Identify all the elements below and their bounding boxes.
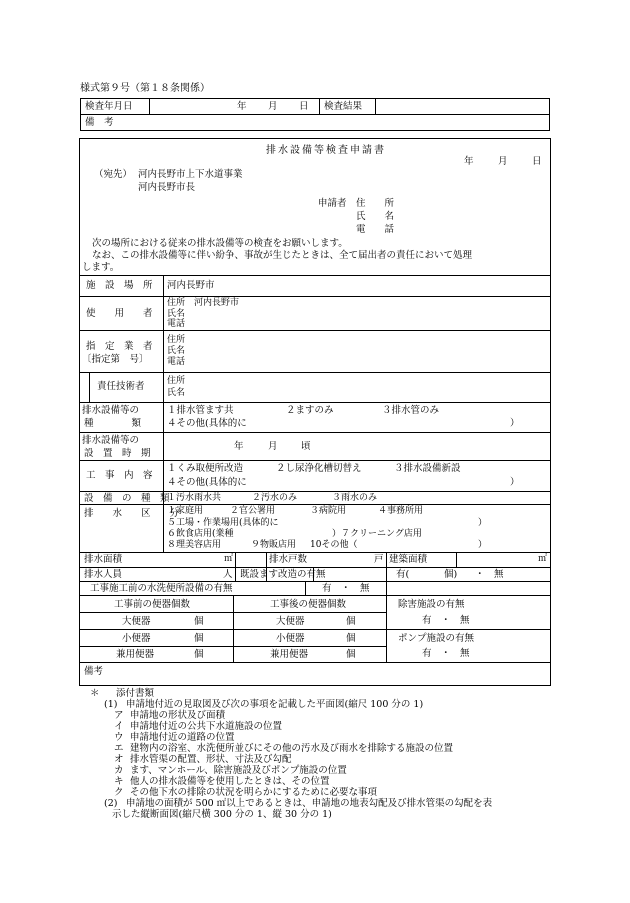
notes-sub-a: 申請地の形状及び面積 bbox=[130, 710, 226, 721]
category-factory-close: ） bbox=[478, 518, 488, 528]
notes-sub-ku: その他下水の排除の状況を明らかにするために必要な事項 bbox=[130, 787, 378, 798]
engineer-label: 責任技術者 bbox=[97, 381, 145, 392]
category-household: １家庭用 bbox=[167, 506, 204, 516]
applicant-phone-label: 電 話 bbox=[356, 224, 395, 235]
notes-sub-a-letter: ア bbox=[114, 710, 124, 721]
notes-sub-ki: 他人の排水設備等を使用したときは、その位置 bbox=[130, 776, 330, 787]
remarks-label: 備考 bbox=[84, 666, 104, 677]
application-date-day: 日 bbox=[532, 156, 542, 167]
notes-item1: 申請地付近の見取図及び次の事項を記載した平面図(縮尺 100 分の 1) bbox=[126, 699, 424, 710]
liability-text-2: します。 bbox=[82, 262, 120, 273]
inspection-date-label: 検査年月日 bbox=[85, 101, 133, 112]
contractor-phone: 電話 bbox=[167, 357, 186, 367]
contractor-address: 住所 bbox=[167, 335, 186, 345]
category-government: ２官公署用 bbox=[230, 506, 276, 516]
equipment-option-3: ３雨水のみ bbox=[332, 493, 378, 503]
application-form bbox=[79, 138, 551, 686]
category-other-close: ） bbox=[478, 540, 488, 550]
category-cleaning: ）７クリーニング店用 bbox=[332, 529, 422, 539]
drain-type-label-2: 種 類 bbox=[84, 418, 142, 429]
applicant-label: 申請者 bbox=[318, 198, 347, 209]
equipment-option-1: １汚水雨水共 bbox=[167, 493, 222, 503]
before-small-fixture: 小便器 bbox=[122, 633, 151, 644]
notes-sub-u-letter: ウ bbox=[114, 732, 124, 743]
install-time-month: 月 bbox=[268, 441, 278, 452]
drainage-category-label: 排 水 区 分 bbox=[84, 508, 180, 519]
fixtures-after-label: 工事後の便器個数 bbox=[270, 599, 347, 610]
notes-sub-o-letter: オ bbox=[114, 754, 124, 765]
before-large-unit: 個 bbox=[194, 616, 204, 627]
existing-inlet-none: ・ 無 bbox=[475, 569, 504, 580]
work-content-label: 工 事 内 容 bbox=[86, 470, 153, 481]
install-time-approx: 頃 bbox=[301, 441, 311, 452]
drain-type-close-paren: ） bbox=[510, 418, 520, 429]
existing-inlet-label: 既設ます改造の有無 bbox=[240, 569, 326, 580]
pump-label: ポンプ施設の有無 bbox=[398, 633, 475, 644]
toilet-before-value: 有 ・ 無 bbox=[322, 583, 370, 594]
drain-households-unit: 戸 bbox=[374, 554, 384, 565]
equipment-type-label: 設 備 の 種 類 bbox=[84, 493, 170, 504]
notes-item2-number: (2) bbox=[104, 798, 118, 809]
after-large-fixture: 大便器 bbox=[276, 616, 305, 627]
after-small-fixture: 小便器 bbox=[276, 633, 305, 644]
drain-type-option-4: ４その他(具体的に bbox=[167, 418, 247, 429]
application-date-year: 年 bbox=[464, 156, 474, 167]
inspection-date-month: 月 bbox=[268, 101, 278, 112]
work-option-2: ２し尿浄化槽切替え bbox=[276, 463, 362, 474]
notes-sub-i: 申請地付近の公共下水道施設の位置 bbox=[130, 721, 283, 732]
category-retail: ９物販店用 bbox=[251, 540, 297, 550]
notes-sub-e-letter: エ bbox=[114, 743, 124, 754]
install-time-year: 年 bbox=[234, 441, 244, 452]
interceptor-label: 除害施設の有無 bbox=[398, 599, 465, 610]
drain-area-unit: ㎡ bbox=[224, 554, 234, 564]
contractor-label: 指 定 業 者 bbox=[86, 341, 153, 352]
request-text: 次の場所における従来の排水設備等の検査をお願いします。 bbox=[92, 238, 348, 249]
drain-households-label: 排水戸数 bbox=[269, 554, 308, 565]
category-other: 10その他（ bbox=[310, 540, 358, 550]
header-remarks-label: 備 考 bbox=[85, 117, 114, 128]
work-option-4: ４その他(具体的に bbox=[167, 477, 247, 488]
facility-location-label: 施 設 場 所 bbox=[86, 280, 153, 291]
applicant-name-label: 氏 名 bbox=[356, 211, 395, 222]
interceptor-value: 有 ・ 無 bbox=[422, 615, 470, 626]
existing-inlet-unit: 個) bbox=[444, 569, 458, 580]
notes-header: 添付書類 bbox=[116, 688, 155, 699]
after-dual-fixture: 兼用便器 bbox=[270, 649, 309, 660]
after-small-unit: 個 bbox=[346, 633, 356, 644]
notes-star: ＊ bbox=[90, 688, 100, 699]
before-small-unit: 個 bbox=[194, 633, 204, 644]
category-restaurant: ６飲食店用(業種 bbox=[167, 529, 234, 539]
user-name: 氏名 bbox=[167, 309, 186, 319]
fixtures-before-label: 工事前の便器個数 bbox=[114, 599, 191, 610]
work-close-paren: ） bbox=[510, 477, 520, 488]
inspection-result-label: 検査結果 bbox=[324, 101, 363, 112]
notes-sub-ki-letter: キ bbox=[114, 776, 124, 787]
inspection-date-day: 日 bbox=[299, 101, 309, 112]
building-area-label: 建築面積 bbox=[389, 554, 428, 565]
notes-sub-o: 排水管渠の配置、形状、寸法及び勾配 bbox=[130, 754, 292, 765]
toilet-before-label: 工事施工前の水洗便所設備の有無 bbox=[90, 583, 233, 594]
drain-area-label: 排水面積 bbox=[84, 554, 123, 565]
install-time-label-2: 設 置 時 期 bbox=[84, 448, 151, 459]
user-phone: 電話 bbox=[167, 319, 186, 329]
drain-type-option-2: ２ますのみ bbox=[286, 405, 334, 416]
form-number: 様式第９号（第１８条関係） bbox=[80, 83, 210, 94]
applicant-address-label: 住 所 bbox=[356, 198, 395, 209]
equipment-option-2: ２汚水のみ bbox=[252, 493, 298, 503]
notes-item1-number: (1) bbox=[104, 699, 118, 710]
engineer-name: 氏名 bbox=[167, 388, 186, 398]
inspection-date-year: 年 bbox=[237, 101, 247, 112]
addressee-line-2: 河内長野市長 bbox=[138, 182, 196, 193]
install-time-label-1: 排水設備等の bbox=[82, 435, 140, 446]
work-option-1: １くみ取便所改造 bbox=[167, 463, 244, 474]
before-dual-fixture: 兼用便器 bbox=[116, 649, 155, 660]
pump-value: 有 ・ 無 bbox=[422, 648, 470, 659]
liability-text-1: なお、この排水設備等に伴い紛争、事故が生じたときは、全て届出者の責任において処理 bbox=[92, 250, 473, 261]
drain-persons-label: 排水人員 bbox=[84, 569, 123, 580]
category-factory: ５工場・作業場用(具体的に bbox=[167, 518, 279, 528]
user-address: 住所 河内長野市 bbox=[167, 298, 240, 308]
application-date-month: 月 bbox=[498, 156, 508, 167]
notes-item2-line-1: 申請地の面積が 500 ㎡以上であるときは、申請地の地表勾配及び排水管渠の勾配を表 bbox=[126, 798, 493, 809]
contractor-number-label: 〔指定第 号〕 bbox=[82, 354, 149, 365]
attachment-notes bbox=[90, 688, 550, 823]
notes-sub-i-letter: イ bbox=[114, 721, 124, 732]
application-title: 排水設備等検査申請書 bbox=[266, 145, 386, 156]
after-dual-unit: 個 bbox=[346, 649, 356, 660]
contractor-name: 氏名 bbox=[167, 346, 186, 356]
drain-type-option-3: ３排水管のみ bbox=[382, 405, 440, 416]
building-area-unit: ㎡ bbox=[538, 554, 548, 564]
before-large-fixture: 大便器 bbox=[122, 616, 151, 627]
work-option-3: ３排水設備新設 bbox=[394, 463, 461, 474]
category-salon: ８理美容店用 bbox=[167, 540, 222, 550]
engineer-address: 住所 bbox=[167, 376, 186, 386]
after-large-unit: 個 bbox=[346, 616, 356, 627]
notes-sub-e: 建物内の浴室、水洗便所並びにその他の汚水及び雨水を排除する施設の位置 bbox=[130, 743, 454, 754]
drain-persons-unit: 人 bbox=[223, 569, 233, 580]
addressee-prefix: （宛先） bbox=[94, 169, 133, 180]
notes-sub-ku-letter: ク bbox=[114, 787, 124, 798]
inspection-header-table bbox=[80, 98, 550, 131]
drain-type-label-1: 排水設備等の bbox=[82, 405, 140, 416]
user-label: 使 用 者 bbox=[86, 308, 153, 319]
addressee-line-1: 河内長野市上下水道事業 bbox=[138, 169, 243, 180]
notes-sub-ka: ます、マンホール、除害施設及びポンプ施設の位置 bbox=[130, 765, 347, 776]
notes-item2-line-2: 示した縦断面図(縮尺横 300 分の 1、縦 30 分の 1) bbox=[112, 809, 332, 820]
facility-location-value: 河内長野市 bbox=[167, 280, 215, 291]
drain-type-option-1: １排水管ます共 bbox=[167, 405, 234, 416]
notes-sub-ka-letter: カ bbox=[114, 765, 124, 776]
category-hospital: ３病院用 bbox=[310, 506, 347, 516]
before-dual-unit: 個 bbox=[194, 649, 204, 660]
notes-sub-u: 申請地付近の道路の位置 bbox=[130, 732, 235, 743]
category-office: ４事務所用 bbox=[378, 506, 424, 516]
existing-inlet-yes: 有( bbox=[396, 569, 410, 580]
